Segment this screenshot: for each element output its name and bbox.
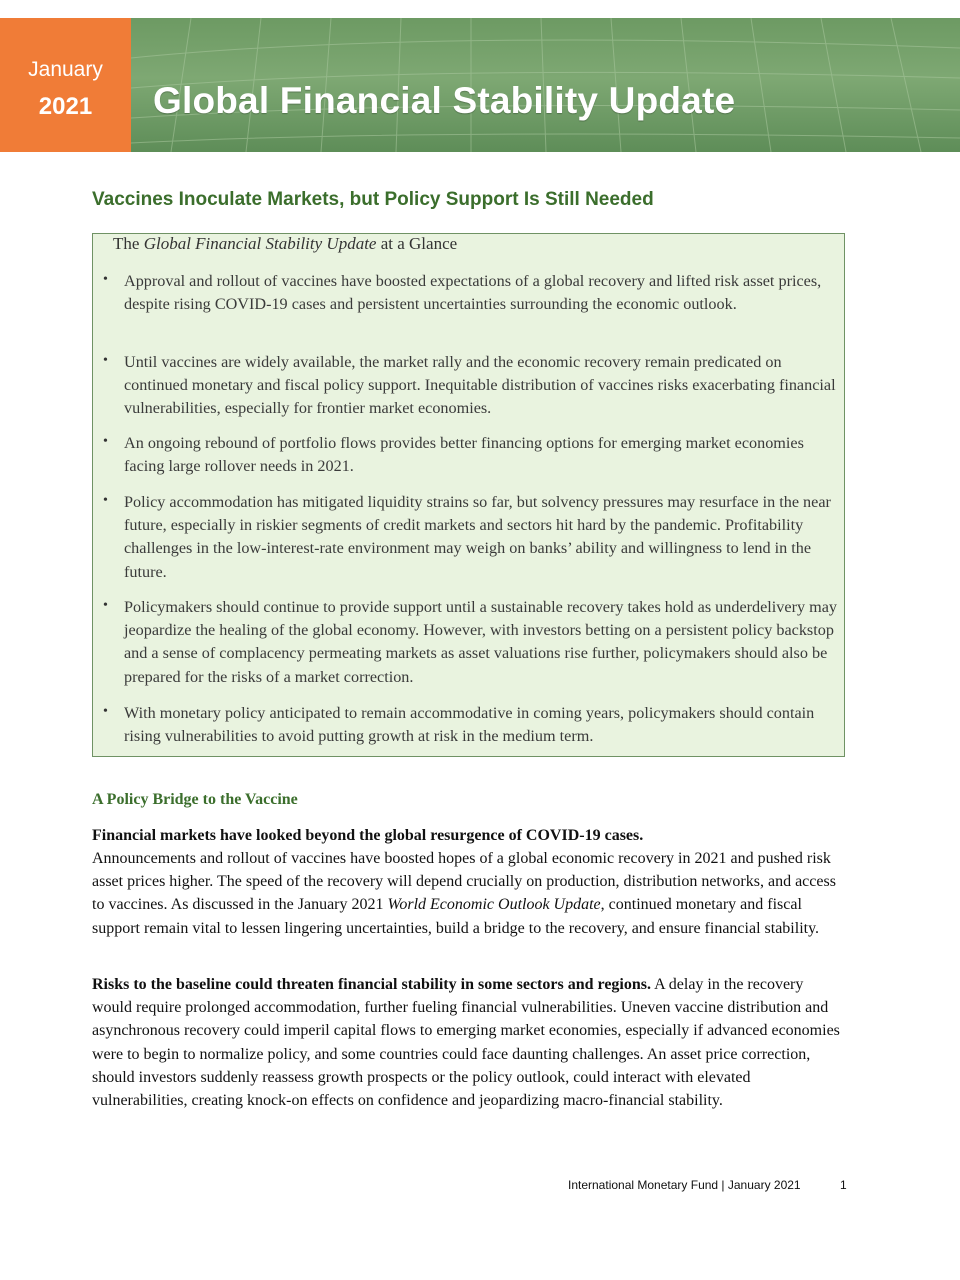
- bullet-icon: •: [103, 353, 108, 368]
- paragraph-lead: Financial markets have looked beyond the global resurgence of COVID-19 cases.: [92, 827, 644, 844]
- at-a-glance-title: The Global Financial Stability Update at a Glance: [113, 234, 458, 253]
- bullet-icon: •: [103, 434, 108, 449]
- bullet-icon: •: [103, 704, 108, 719]
- at-a-glance-box: The Global Financial Stability Update at a Glance • Approval and rollout of vaccines have boosted expectations of a global recovery and lifted risk asset prices, despite rising COVID-19 cases and persistent uncertainties surrounding the economic outlook. • Until vaccines are widely available, the market rally and the economic recovery remain predicated on continued monetary and fiscal policy support. Inequitable distribution of vaccines risks exacerbating financial vulnerabilities, especially for frontier market economies. • An ongoing rebound of portfolio flows provides better financing options for emerging market economies facing large rollover needs in 2021. • Policy accommodation has mitigated liquidity strains so far, but solvency pressures may resurface in the near future, especially in riskier segments of credit markets and sectors hit hard by the pandemic. Profitability challenges in the low-interest-rate environment may weigh on banks’ ability and willingness to lend in the future. • Policymakers should continue to provide support until a sustainable recovery takes hold as underdelivery may jeopardize the healing of the global economy. However, with investors betting on a persistent policy backstop and a sense of complacency permeating markets as asset valuations rise further, policymakers should also be prepared for the risks of a market correction. • With monetary policy anticipated to remain accommodative in coming years, policymakers should contain rising vulnerabilities to avoid putting growth at risk in the medium term.: [92, 233, 845, 757]
- header-month: January: [28, 58, 103, 81]
- date-block: [0, 18, 131, 152]
- report-header: [0, 18, 960, 152]
- report-subtitle: Vaccines Inoculate Markets, but Policy Support Is Still Needed: [92, 189, 654, 210]
- page-footer: International Monetary Fund | January 2021: [568, 1178, 801, 1192]
- bullet-icon: •: [103, 272, 108, 287]
- bullet-icon: •: [103, 493, 108, 508]
- section-heading: A Policy Bridge to the Vaccine: [92, 791, 298, 808]
- bullet-icon: •: [103, 598, 108, 613]
- header-year: 2021: [38, 93, 93, 120]
- page-number: 1: [840, 1178, 847, 1192]
- paragraph-1: Announcements and rollout of vaccines have boosted hopes of a global economic recovery in 2021 and pushed risk asset prices higher. The speed of the recovery will depend crucially on production, distribution networks, and access to vaccines. As discussed in the January 2021 World Economic Outlook Update, continued monetary and fiscal support remain vital to lessen lingering uncertainties, build a bridge to the recovery, and ensure financial stability.: [92, 850, 836, 937]
- paragraph-2: Risks to the baseline could threaten financial stability in some sectors and regions. A delay in the recovery would require prolonged accommodation, further fueling financial vulnerabilities. Uneven vaccine distribution and asynchronous recovery could imperil capital flows to emerging market economies, especially if advanced economies were to begin to normalize policy, and some countries could face daunting challenges. An asset price correction, should investors suddenly reassess growth prospects or the policy outlook, could interact with elevated vulnerabilities, creating knock-on effects on confidence and jeopardizing macro-financial stability.: [92, 976, 840, 1110]
- report-title: Global Financial Stability Update: [153, 80, 736, 121]
